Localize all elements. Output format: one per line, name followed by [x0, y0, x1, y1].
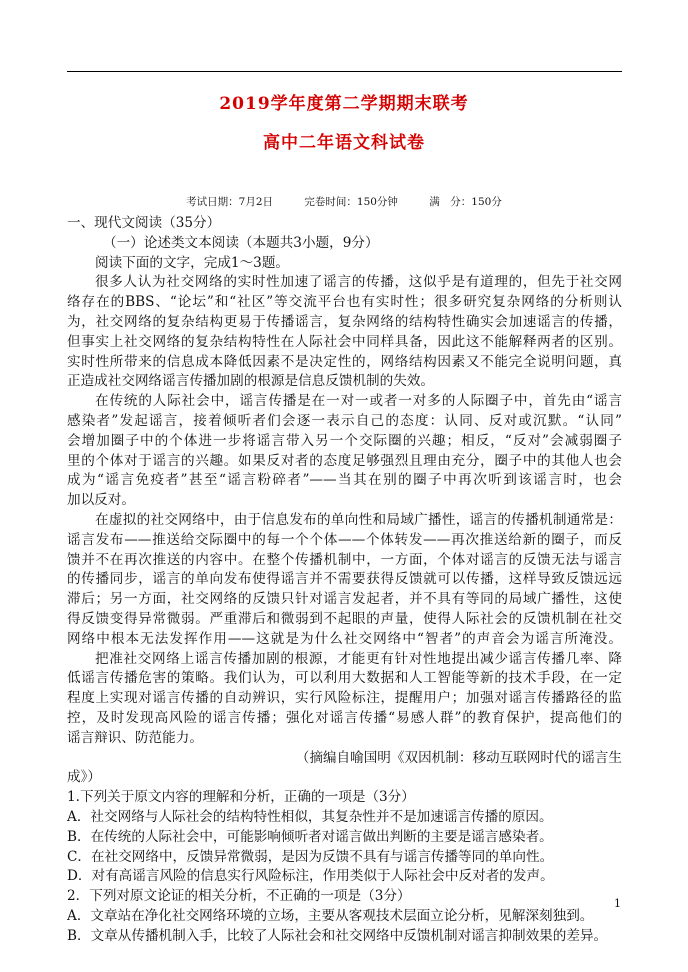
- question-1: 1.下列关于原文内容的理解和分析，正确的一项是（3分）: [67, 789, 415, 806]
- paragraph-line: 正造成社交网络谣言传播加剧的根源是信息反馈机制的失效。: [67, 373, 435, 390]
- header-rule: [67, 71, 622, 72]
- source-citation-end: 成》）: [67, 769, 101, 786]
- paragraph-line: 会增加圈子中的个体进一步将谣言带入另一个交际圈的兴趣；相反，“反对”会减弱圈子: [67, 432, 622, 449]
- paragraph-line: 低谣言传播危害的策略。我们认为，可以利用大数据和人工智能等新的技术手段，在一定: [67, 670, 622, 687]
- page-number: 1: [614, 897, 621, 910]
- option-a: A．社交网络与人际社会的结构特性相似，其复杂性并不是加速谣言传播的原因。: [67, 808, 553, 825]
- exam-duration: 完卷时间：150分钟: [304, 196, 398, 208]
- exam-score: 满 分：150分: [429, 196, 502, 208]
- exam-title: 2019学年度第二学期期末联考: [219, 94, 469, 114]
- section-heading: 一、现代文阅读（35分）: [67, 215, 221, 231]
- paragraph-line: 得反馈变得异常微弱。严重滞后和微弱到不起眼的声量，使得人际社会的反馈机制在社交: [67, 610, 622, 627]
- paragraph-line: 为，社交网络的复杂结构更易于传播谣言，复杂网络的结构特性确实会加速谣言的传播，: [67, 313, 622, 330]
- paragraph-line: 程度上实现对谣言传播的自动辨识，实行风险标注，提醒用户；加强对谣言传播路径的监: [67, 690, 622, 707]
- paragraph-line: 感染者”发起谣言，接着倾听者们会逐一表示自己的态度：认同、反对或沉默。“认同”: [67, 412, 622, 429]
- paragraph-line: 成为“谣言免疫者”甚至“谣言粉碎者”——当其在别的圈子中再次听到该谣言时，也会: [67, 472, 622, 489]
- option-a: A．文章站在净化社交网络环境的立场，主要从客观技术层面立论分析，见解深刻独到。: [67, 907, 594, 924]
- paragraph-line: 里的个体对于谣言的兴趣。如果反对者的态度足够强烈且理由充分，圈子中的其他人也会: [67, 452, 622, 469]
- paragraph-line: 在传统的人际社会中，谣言传播是在一对一或者一对多的人际圈子中，首先由“谣言: [95, 393, 622, 410]
- paragraph-line: 网络中根本无法发挥作用——这就是为什么社交网络中“智者”的声音会为谣言所淹没。: [67, 630, 622, 647]
- paragraph-line: 的传播同步，谣言的单向发布使得谣言并不需要获得反馈就可以传播，这样导致反馈远远: [67, 571, 622, 588]
- paragraph-line: 实时性所带来的信息成本降低因素不是决定性的，网络结构因素又不能完全说明问题，真: [67, 353, 622, 370]
- instruction: 阅读下面的文字，完成1～3题。: [95, 254, 290, 271]
- option-c: C．在社交网络中，反馈异常微弱，是因为反馈不具有与谣言传播等同的单向性。: [67, 848, 554, 865]
- exam-subtitle: 高中二年语文科试卷: [263, 133, 425, 153]
- paragraph-line: 在虚拟的社交网络中，由于信息发布的单向性和局域广播性，谣言的传播机制通常是：: [95, 511, 622, 528]
- paragraph-line: 加以反对。: [67, 492, 135, 509]
- exam-date: 考试日期：7月2日: [186, 196, 274, 208]
- paragraph-line: 馈并不在再次推送的内容中。在整个传播机制中，一方面，个体对谣言的反馈无法与谣言: [67, 551, 622, 568]
- paragraph-line: 但事实上社交网络的复杂结构特性在人际社会中同样具备，因此这不能解释两者的区别。: [67, 333, 622, 350]
- option-b: B．文章从传播机制入手，比较了人际社会和社交网络中反馈机制对谣言抑制效果的差异。: [67, 927, 608, 944]
- document-body: [67, 214, 622, 946]
- option-d: D．对有高谣言风险的信息实行风险标注，作用类似于人际社会中反对者的发声。: [67, 868, 554, 885]
- paragraph-line: 络存在的BBS、“论坛”和“社区”等交流平台也有实时性；很多研究复杂网络的分析则认: [67, 294, 622, 311]
- paragraph-line: 很多人认为社交网络的实时性加速了谣言的传播，这似乎是有道理的，但先于社交网: [95, 274, 622, 291]
- question-2: 2．下列对原文论证的相关分析，不正确的一项是（3分）: [67, 888, 411, 905]
- paragraph-line: 控，及时发现高风险的谣言传播；强化对谣言传播“易感人群”的教育保护，提高他们的: [67, 709, 622, 726]
- exam-info: [0, 194, 688, 209]
- paragraph-line: 滞后；另一方面，社交网络的反馈只针对谣言发起者，并不具有等同的局域广播性，这使: [67, 591, 622, 608]
- source-citation: （摘编自喻国明《双因机制：移动互联网时代的谣言生: [295, 749, 622, 766]
- paragraph-line: 谣言辩识、防范能力。: [67, 729, 203, 746]
- paragraph-line: 把准社交网络上谣言传播加剧的根源，才能更有针对性地提出减少谣言传播几率、降: [95, 650, 622, 667]
- option-b: B．在传统的人际社会中，可能影响倾听者对谣言做出判断的主要是谣言感染者。: [67, 828, 553, 845]
- paragraph-line: 谣言发布——推送给交际圈中的每一个个体——个体转发——再次推送给新的圈子，而反: [67, 531, 622, 548]
- subsection-heading: （一）论述类文本阅读（本题共3小题，9分）: [103, 234, 379, 251]
